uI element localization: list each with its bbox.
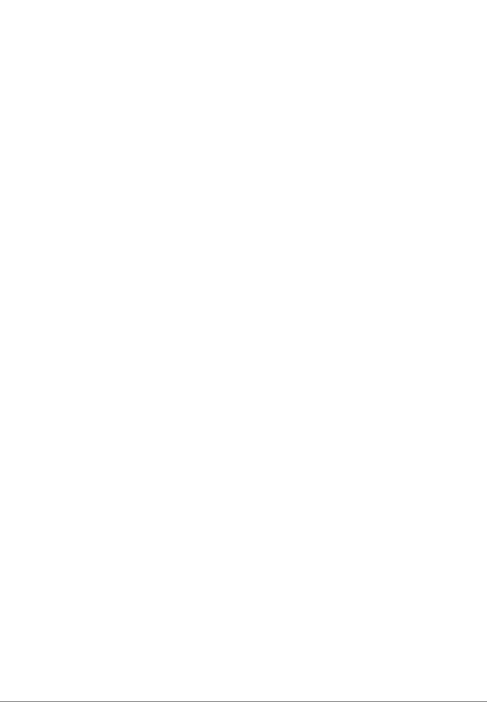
top-topic-list [6,4,481,117]
page-footer [0,701,487,724]
